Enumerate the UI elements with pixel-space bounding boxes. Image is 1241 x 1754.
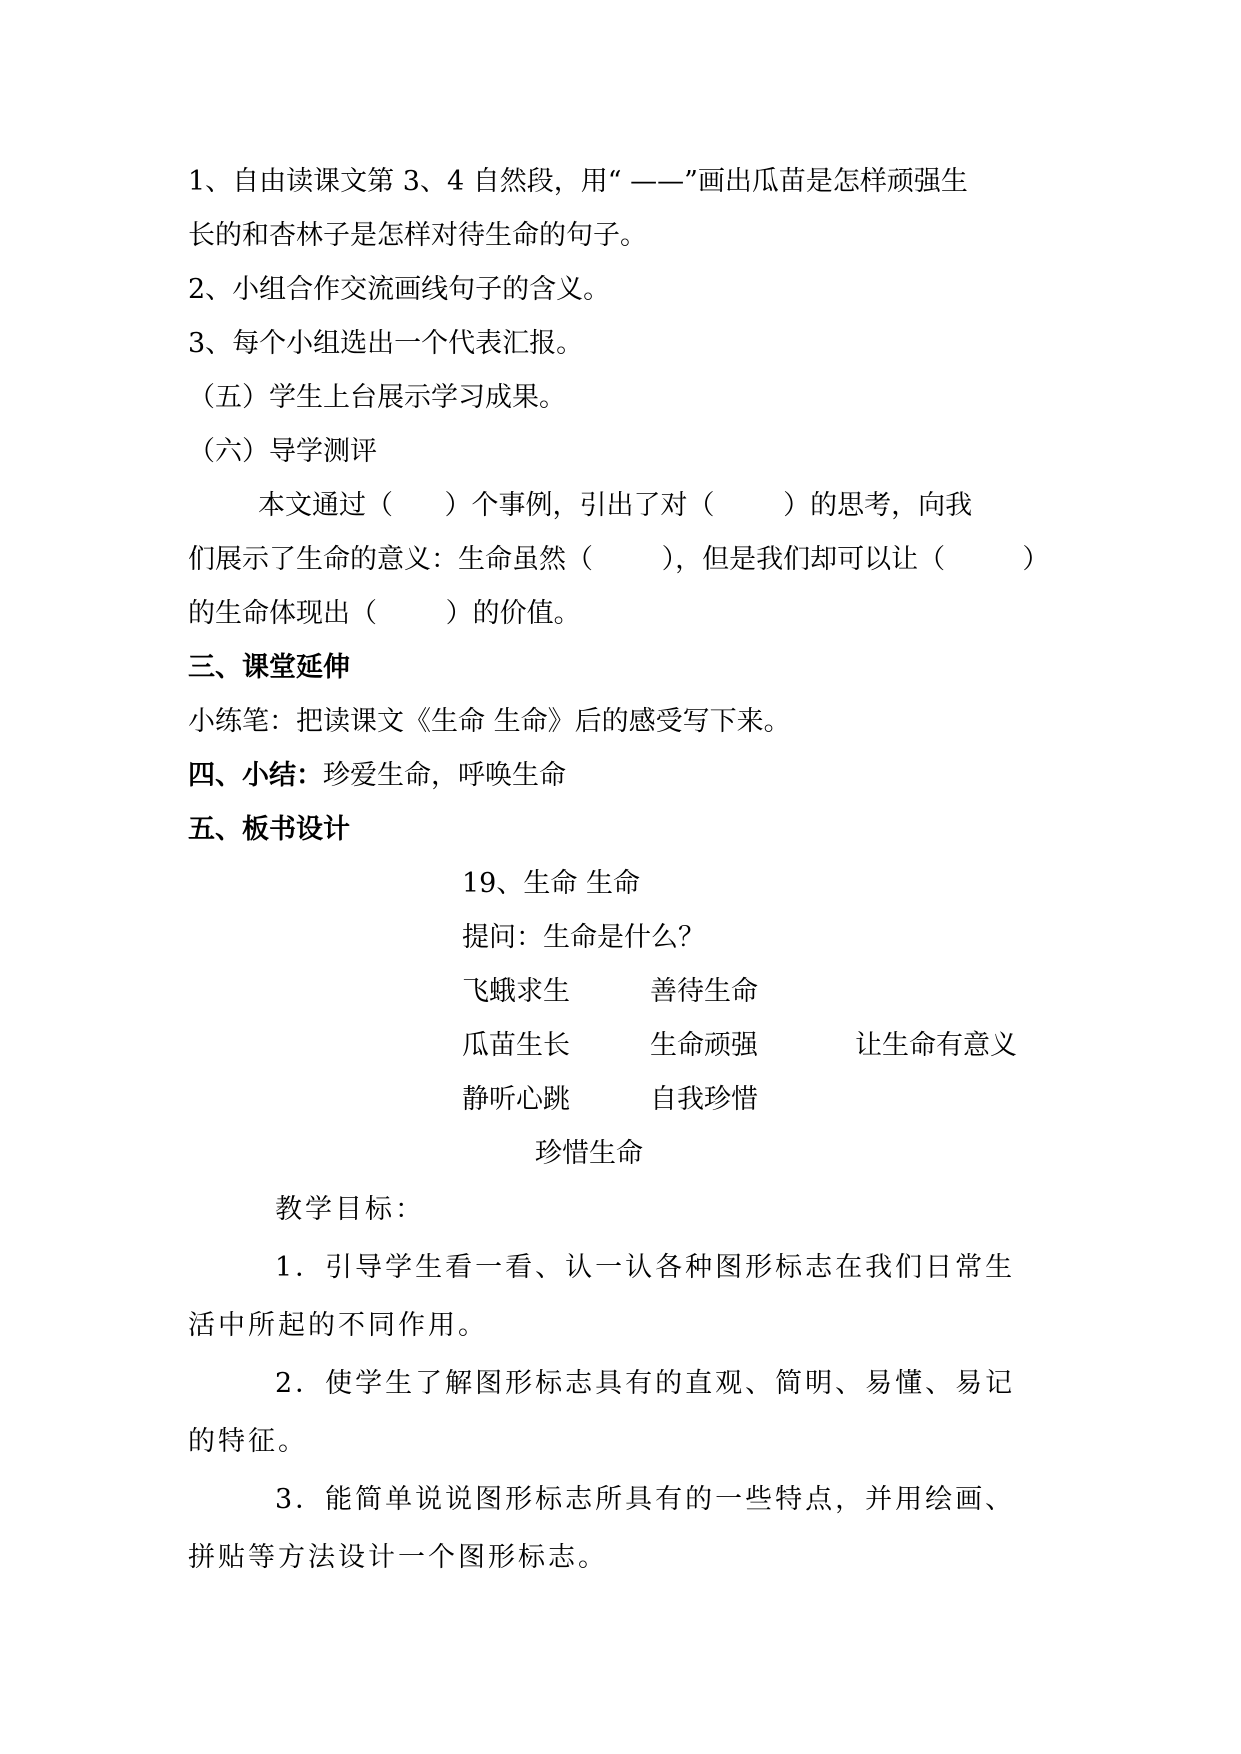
section-3-heading: 三、课堂延伸 (188, 652, 350, 683)
step-1-line-2: 长的和杏林子是怎样对待生命的句子。 (188, 220, 647, 251)
section-5-heading: 五、板书设计 (188, 814, 350, 845)
board-r2c3: 让生命有意义 (855, 1030, 1017, 1061)
board-r1c1: 飞蛾求生 (462, 976, 570, 1007)
board-r1c2: 善待生命 (650, 976, 758, 1007)
goal-3-line-1: 3．能简单说说图形标志所具有的一些特点，并用绘画、 (275, 1484, 1016, 1515)
section-3-text: 小练笔：把读课文《生命 生命》后的感受写下来。 (188, 706, 791, 737)
section-4-heading: 四、小结： (188, 760, 323, 791)
goal-1-line-2: 活中所起的不同作用。 (188, 1310, 488, 1341)
board-title: 19、生命 生命 (462, 868, 640, 899)
board-r2c2: 生命顽强 (650, 1030, 758, 1061)
step-2: 2、小组合作交流画线句子的含义。 (188, 274, 611, 305)
goal-2-line-2: 的特征。 (188, 1426, 308, 1457)
step-5: （五）学生上台展示学习成果。 (188, 382, 566, 413)
board-r3c2: 自我珍惜 (650, 1084, 758, 1115)
section-4-text: 珍爱生命，呼唤生命 (323, 760, 566, 791)
goal-1-line-1: 1．引导学生看一看、认一认各种图形标志在我们日常生 (275, 1252, 1016, 1283)
board-question: 提问：生命是什么？ (462, 922, 705, 953)
goal-3-line-2: 拼贴等方法设计一个图形标志。 (188, 1542, 608, 1573)
step-6: （六）导学测评 (188, 436, 377, 467)
goals-heading: 教学目标： (275, 1194, 425, 1225)
section-4 (188, 762, 566, 789)
fill-blank-line-1: 本文通过（ ）个事例，引出了对（ ）的思考，向我 (258, 490, 973, 521)
fill-blank-line-2: 们展示了生命的意义：生命虽然（ ），但是我们却可以让（ ） (188, 544, 1050, 575)
step-1-line-1: 1、自由读课文第 3、4 自然段，用“ ——”画出瓜苗是怎样顽强生 (188, 166, 968, 197)
board-r3c1: 静听心跳 (462, 1084, 570, 1115)
board-bottom: 珍惜生命 (535, 1138, 643, 1169)
step-3: 3、每个小组选出一个代表汇报。 (188, 328, 584, 359)
goal-2-line-1: 2．使学生了解图形标志具有的直观、简明、易懂、易记 (275, 1368, 1016, 1399)
board-r2c1: 瓜苗生长 (462, 1030, 570, 1061)
fill-blank-line-3: 的生命体现出（ ）的价值。 (188, 598, 581, 629)
